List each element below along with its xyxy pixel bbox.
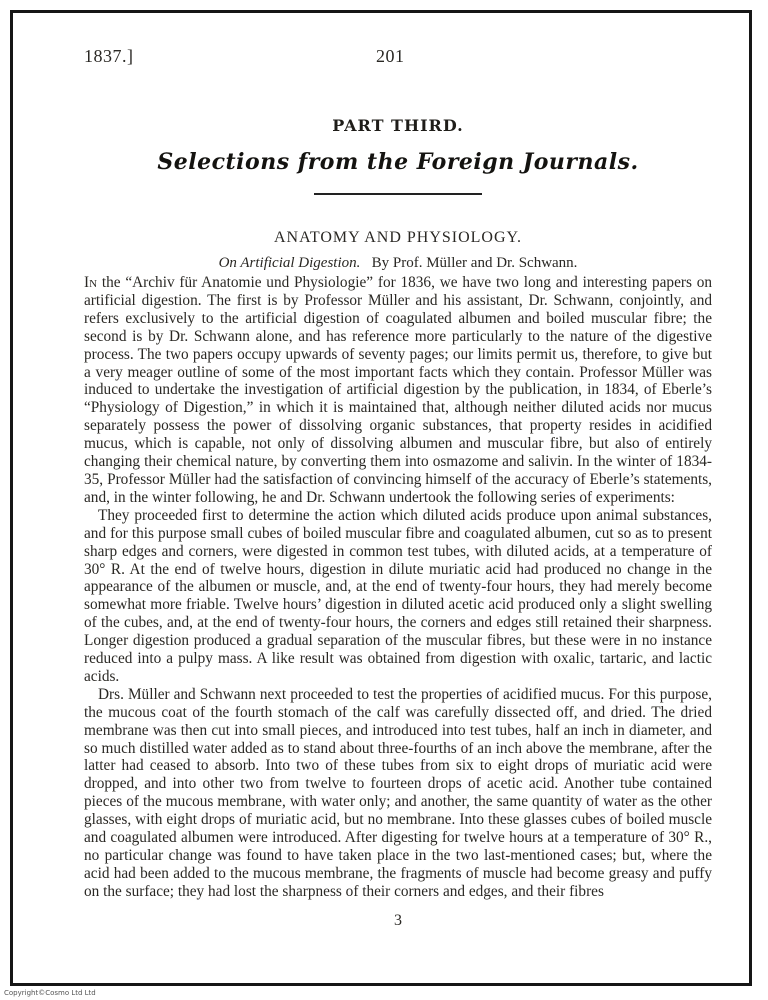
- copyright-footer: Copyright©Cosmo Ltd Ltd: [4, 989, 96, 997]
- running-head: [84, 40, 712, 70]
- document-page: [84, 40, 712, 929]
- article-body: [84, 274, 712, 901]
- article-title: [84, 255, 712, 272]
- section-title: Selections from the Foreign Journals.: [157, 149, 639, 175]
- article-authors: By Prof. Müller and Dr. Schwann.: [371, 255, 578, 271]
- subject-heading: ANATOMY AND PHYSIOLOGY.: [273, 229, 523, 246]
- paragraph-1-text: the “Archiv für Anatomie und Physiologie” for 1836, we have two long and interesting papers on artificial digestion. The first is by Professor Müller and his assistant, Dr. Schwann, conjointly, and refers exclusively to the artificial digestion of coagulated albumen and boiled muscular fibre; the second is by Dr. Schwann alone, and has reference more particularly to the nature of the digestive process. The two papers occupy upwards of seventy pages; our limits permit us, therefore, to give but a very meager outline of some of the most important facts which they contain. Professor Müller was induced to undertake the investigation of artificial digestion by the publication, in 1834, of Eberle’s “Physiology of Digestion,” in which it is maintained that, although neither diluted acids nor mucus separately possess the power of dissolving organic substances, that property resides in acidified mucus, which is capable, not only of dissolving albumen and muscular fibre, but also of entirely changing their chemical nature, by converting them into osmazome and salivin. In the winter of 1834-35, Professor Müller had the satisfaction of convincing himself of the accuracy of Eberle’s statements, and, in the winter following, he and Dr. Schwann undertook the following series of experiments:: [84, 274, 712, 506]
- paragraph-3: Drs. Müller and Schwann next proceeded to test the properties of acidified mucus. For this purpose, the mucous coat of the fourth stomach of the calf was carefully dissected off, and dried. The dried membrane was then cut into small pieces, and introduced into test tubes, half an inch in diameter, and so much distilled water added as to stand about three-fourths of an inch above the membrane, after the latter had ceased to absorb. Into two of these tubes from six to eight drops of muriatic acid were dropped, and into other two from twelve to fourteen drops of acetic acid. Another tube contained pieces of the mucous membrane, with water only; and another, the same quantity of water as the other glasses, with eight drops of muriatic acid, but no membrane. Into these glasses cubes of boiled muscle and coagulated albumen were introduced. After digesting for twelve hours at a temperature of 30° R., no particular change was found to have taken place in the two last-mentioned cases; but, where the acid had been added to the mucous membrane, the fragments of muscle had become greasy and puffy on the surface; they had lost the sharpness of their corners and edges, and their fibres: [84, 685, 712, 900]
- running-head-year: 1837.]: [84, 46, 134, 66]
- paragraph-1-lead: In: [84, 274, 98, 291]
- divider-rule: [314, 193, 482, 195]
- part-heading: PART THIRD.: [332, 116, 464, 135]
- page-number: 201: [376, 46, 405, 66]
- article-title-text: On Artificial Digestion.: [218, 255, 361, 271]
- signature-mark: 3: [394, 912, 402, 929]
- paragraph-1: [84, 274, 712, 507]
- paragraph-2: They proceeded first to determine the action which diluted acids produce upon animal substances, and for this purpose small cubes of boiled muscular fibre and coagulated albumen, cut so as to present sharp edges and corners, were digested in common test tubes, with diluted acids, at a temperature of 30° R. At the end of twelve hours, digestion in dilute muriatic acid had produced no change in the appearance of the albumen or muscle, and, at the end of twenty-four hours, they had merely become somewhat more friable. Twelve hours’ digestion in diluted acetic acid produced only a slight swelling of the cubes, and, at the end of twenty-four hours, the corners and edges still retained their sharpness. Longer digestion produced a gradual separation of the muscular fibres, but these were in no instance reduced into a pulpy mass. A like result was obtained from digestion with oxalic, tartaric, and lactic acids.: [84, 506, 712, 685]
